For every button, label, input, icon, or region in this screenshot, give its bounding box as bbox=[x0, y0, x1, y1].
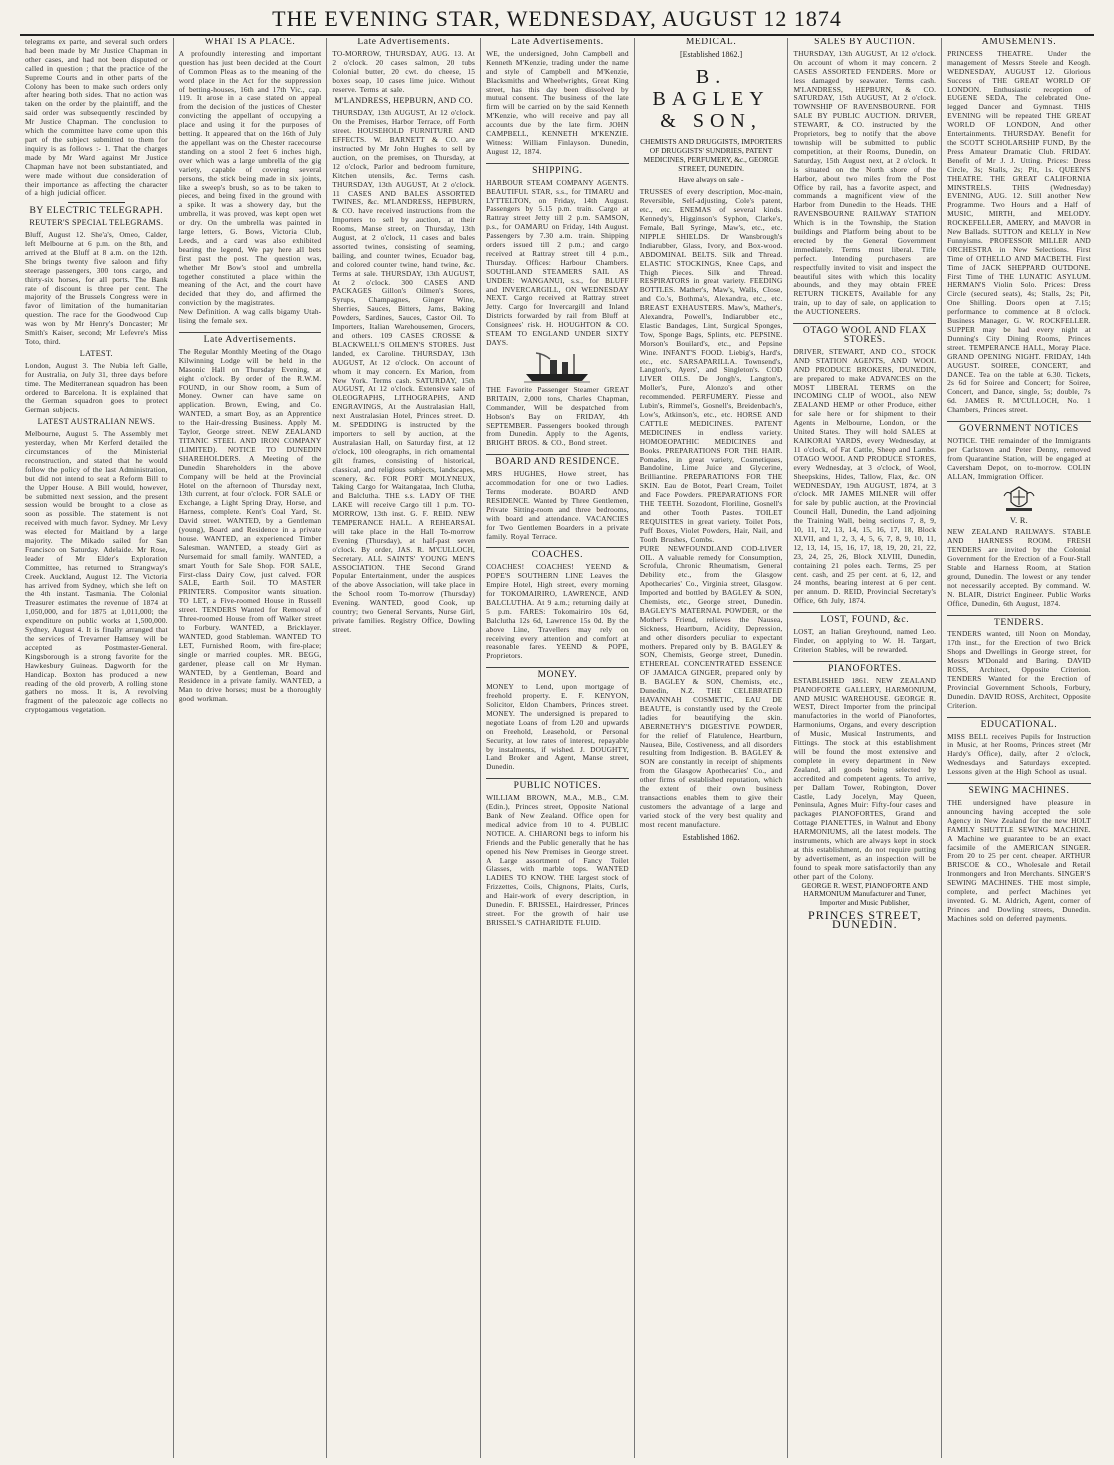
section-heading-educational: EDUCATIONAL. bbox=[947, 717, 1091, 730]
section-heading-sewing-machines: SEWING MACHINES. bbox=[947, 783, 1091, 796]
col7-body-2: NOTICE. THE remainder of the Immigrants per Carlstown and Peter Denny, removed from Quarantine Station, will be engaged at Caversham Depot, on to-morrow. COLIN ALLAN, Immigration Officer. bbox=[947, 435, 1091, 481]
col5-body-1: TRUSSES of every description, Moc-main, Reversible, Self-adjusting, Cole's patent, etc., etc. ENEMAS of several kinds. Kennedy's, Higginson's Syphon, Clarke's, Female, Ball Syringe, Maw's, etc., etc. NIPPLE SHIELDS. Dr Wansbrough's Indiarubber, Glass, Ivory, and Box-wood. ABDOMINAL BELTS. Silk and Thread. ELASTIC STOCKINGS, Knee Caps, and Thigh Pieces. Silk and Thread. RESPIRATORS in great variety. FEEDING BOTTLES. Mather's, Maw's, Walls, Close, and Co.'s, Bothma's, Alexandra, etc., etc. BREAST EXHAUSTERS. Maw's, Mather's, Alexandra, Powell's, Indiarubber etc., Elastic Bandages, Lint, Surgical Sponges, Tow, Sponge Bags, Splints, etc. PEPSINE. Morson's Bouilard's, etc., and Pepsine Wine. INFANT'S FOOD. Liebig's, Hard's, etc., etc. SARSAPARILLA. Townsend's, Langton's, Ayers', and Singleton's. COD LIVER OILS. De Jongh's, Langton's, Moller's, Pure, Alonzo's and other recommended. PERFUMERY. Piesse and Lubin's, Rimmel's, Gosnell's, Breidenbach's, Low's, Atkinson's, etc., etc. HORSE AND CATTLE MEDICINES. PATENT MEDICINES in endless variety. HOMOEOPATHIC MEDICINES and Books. PREPARATIONS FOR THE HAIR. Pomades, in great variety, Cosmetiques, Bandoline, Lime Juice and Glycerine, Brilliantine. PREPARATIONS FOR THE SKIN. Eau de Botot, Pearl Cream, Toilet and Face Powders. PREPARATIONS FOR THE TEETH. Sozodont, Floriline, Gosnell's and other Tooth Pastes. TOILET REQUISITES in great variety. Toilet Pots, Puff Boxes, Violet Powders, Hair, Nail, and Tooth Brushes, Combs. bbox=[639, 187, 783, 544]
section-heading-electric-telegraph: BY ELECTRIC TELEGRAPH. bbox=[29, 206, 164, 217]
have-always-on-sale: Have always on sale - bbox=[678, 175, 744, 185]
col6-body-2: DRIVER, STEWART, AND CO., STOCK AND STATION AGENTS, AND WOOL AND PRODUCE BROKERS, DUNEDIN, are prepared to make ADVANCES on the MOST LIBERAL TERMS on the INCOMING CLIP of WOOL, also NEW ZEALAND HEMP or other Produce, either for sale here or for shipment to their Agents in Melbourne, London, or the United States. They will hold SALES at KAIKORAI YARDS, every Wednesday, at 11 o'clock, of Fat Cattle, Sheep and Lambs. OTAGO WOOL AND PRODUCE STORES, every Wednesday, at 3 o'clock, of Wool, Sheepskins, Hides, Tallow, Flax, &c. ON WEDNESDAY, 19th AUGUST, 1874, at 3 o'clock. MR JAMES MILNER will offer for sale by public auction, at the Provincial Council Hall, Dunedin, the Land adjoining the Training Wall, being sections 7, 8, 9, 10, 11, 12, 13, 14, 15, 16, 17, 18, Block XLVII, and 1, 2, 3, 4, 5, 6, 7, 8, 9, 10, 11, 12, 13, 14, 15, 16, 17, 18, 19, 20, 21, 22, 23, 24, 25, 26, Block XLVIII, Dunedin, containing 21 poles each. Terms, 25 per cent. cash, and 25 per cent. at 6, 12, and 24 months, bearing interest at 6 per cent. per annum. D. REID, Provincial Secretary's Office, 6th July, 1874. bbox=[793, 346, 937, 606]
col4-body-7: WILLIAM BROWN, M.A., M.B., C.M. (Edin.), Princes street, Opposite National Bank of New Zealand. Office open for medical advice from 10 to 4. PUBLIC NOTICE. A. CHIARONI begs to inform his Friends and the Public generally that he has opened his New Premises in George street. A Large assortment of Fancy Toilet Glasses, with marble tops. WANTED LADIES TO KNOW. THE largest stock of Frizzettes, Coils, Chignons, Plaits, Curls, and Hair-work of every description, in Dunedin. F. BRISSEL, Hairdresser, Princes street. For the growth of hair use BRISSEL'S CATHARIDTE FLUID. bbox=[486, 793, 629, 927]
col4-body-1: WE, the undersigned, John Campbell and Kenneth M'Kenzie, trading under the name and style of Campbell and M'Kenzie, Blacksmiths and Wheelwrights, Great King street, has this day been dissolved by mutual consent. The business of the late firm will be carried on by the said Kenneth M'Kenzie, who will receive and pay all accounts due by the late firm. JOHN CAMPBELL, KENNETH M'KENZIE. Witness: William Finlayson. Dunedin, August 12, 1874. bbox=[486, 48, 629, 156]
section-heading-shipping: SHIPPING. bbox=[486, 163, 629, 176]
section-heading-late-advertisements: Late Advertisements. bbox=[357, 38, 451, 47]
section-heading-sales-by-auction: SALES BY AUCTION. bbox=[814, 38, 916, 47]
col6-body-3: LOST, an Italian Greyhound, named Leo. Finder, on applying to W. H. Targart, Criterion Stables, will be rewarded. bbox=[793, 627, 937, 654]
col2-what-body: A profoundly interesting and important question has just been decided at the Court of Common Pleas as to the meaning of the word place in the Act for the suppression of betting-houses, 16th and 17th Vic., cap. 119. It arose in a case stated on appeal from the decision of the justices of Chester convicting the appellant of occupying a place and using it for the purposes of betting. It appeared that on the 16th of July the appellant was on the Chester racecourse standing on a stool 2 feet 6 inches high, over which was a large umbrella of the gig variety, capable of covering several persons, the stick being made in six joints, like a sweep's brush, so as to be taken to pieces, and being fixed in the ground with a spike. It was a showery day, but the umbrella, it was proved, was kept open wet or dry. On the umbrella was painted in large letters, G. Bows, Victoria Club, Leeds, and a card was also exhibited bearing the legend, We pay here all bets first past the post. The question was, whether Mr Bow's stool and umbrella together constituted a place within the meaning of the Act, and the court have decided that they do, and affirmed the conviction by the magistrates. bbox=[178, 48, 322, 308]
col1-latest-body: London, August 3. The Nubia left Galle, for Australia, on July 31, three days before time. The Mediterranean squadron has been ordered to Barcelona. It is explained that the German squadron goes to protect German subjects. bbox=[25, 360, 168, 415]
section-heading-government-notices: GOVERNMENT NOTICES bbox=[947, 421, 1091, 434]
section-heading-late-advertisements: Late Advertisements. bbox=[511, 38, 604, 47]
col4-body-4: MRS HUGHES, Howe street, has accommodation for one or two Ladies. Terms moderate. BOARD AND RESIDENCE. Wanted by Three Gentlemen, Private Sitting-room and three bedrooms, with board and attendance. VACANCIES for Two Gentlemen Boarders in a private family. Royal Terrace. bbox=[486, 469, 629, 541]
masthead-title: THE EVENING STAR, WEDNESDAY, AUGUST 12 1874 bbox=[272, 6, 842, 31]
col1-intro: telegrams ex parte, and several such orders had been made by Mr Justice Chapman in other cases, and had not been disputed or called in question ; that the practice of the Supreme Courts and in other parts of the Colony has been to make such orders only after hearing both sides. That no action was taken on the order by the plaintiff, and the said order was subsequently rescinded by Mr Justice Chapman. The conclusion to which the committee have come upon this part of the subject submitted to them for inquiry is as follows :- 1. That the charges made by Mr Ward against Mr Justice Chapman have not been substantiated, and were made without due consideration of their importance as affecting the character of a high judicial officer. bbox=[25, 38, 168, 198]
royal-crest-icon bbox=[996, 484, 1042, 514]
masthead bbox=[20, 6, 1094, 36]
subheading-reuters: REUTER'S SPECIAL TELEGRAMS. bbox=[29, 218, 164, 228]
subheading-australian-news: LATEST AUSTRALIAN NEWS. bbox=[37, 417, 156, 427]
section-heading-medical: MEDICAL. bbox=[685, 38, 737, 47]
established-note: [Established 1862.] bbox=[679, 49, 743, 59]
col3-body-2: THURSDAY, 13th AUGUST, At 12 o'clock. On the Premises, Harbor Terrace, off Forth street. HOUSEHOLD FURNITURE AND EFFECTS. W. BARNETT & CO. are instructed by Mr John Hughes to sell by auction, on the premises, on Thursday, at 12 o'clock, Parlor and bedroom furniture, Kitchen utensils, &c. Terms cash. THURSDAY, 13th AUGUST, At 2 o'clock. 11 CASES AND BALES ASSORTED TWINES, &c. M'LANDRESS, HEPBURN, & CO. have received instructions from the Importers to sell by auction, at their Rooms, Manse street, on Thursday, 13th August, at 2 o'clock, 11 cases and bales assorted twines, consisting of seaming, bailing, and counter twines, Ecuador bag, and colored counter twine, hand twine, &c. Terms at sale. THURSDAY, 13th AUGUST, At 2 o'clock. 300 CASES AND PACKAGES Gillon's Oilmen's Stores, Syrups, Champagnes, Ginger Wine, Sherries, Sauces, Bitters, Jams, Baking Powders, Sardines, Sauces, Castor Oil. To Importers, Italian Warehousemen, Grocers, and others. 109 CASES CROSSE & BLACKWELL'S OILMEN'S STORES. Just landed, ex Caroline. THURSDAY, 13th AUGUST, At 12 o'clock. On account of whom it may concern. Ex Marion, from New York. Terms cash. SATURDAY, 15th AUGUST, At 12 o'clock. Extensive sale of OLEOGRAPHS, LITHOGRAPHS, AND ENGRAVINGS, At the Australasian Hall, next Australasian Hotel, Princes street. D. M. SPEDDING is instructed by the importers to sell by auction, at the Australasian Hall, on Saturday first, at 12 o'clock, 100 oleographs, in rich ornamental gilt frames, consisting of historical, classical, and religious subjects, landscapes, scenery, &c. FOR PORT MOLYNEUX, Taking Cargo for Waitangataa, Inch Clutha, and Balclutha. THE s.s. LADY OF THE LAKE will receive Cargo till 1 p.m. TO-MORROW, 13th inst. G. F. REID. NEW TEMPERANCE HALL. A REHEARSAL will take place in the Hall To-morrow Evening (Thursday), at half-past seven o'clock. By order, JAS. R. M'CULLOCH, Secretary. ALL SAINTS' YOUNG MEN'S ASSOCIATION. THE Second Grand Popular Entertainment, under the auspices of the above Association, will take place in the School room To-morrow (Thursday) Evening. WANTED, good Cook, up country; two General Servants, Nurse Girl, private families. Registry Office, Dowling street. bbox=[332, 108, 476, 634]
col1-aus-body: Melbourne, August 5. The Assembly met yesterday, when Mr Kerferd detailed the circumstances of the Ministerial reconstruction, and stated that he would follow the policy of the last Administration, but did not intend to seat a Reform Bill to the Upper House. A Bill would, however, be submitted next session, and the present session would be brought to a close as soon as possible. The statement is not received with much favor. Sydney. Mr Levy was elected for Maitland by a large majority. The Mikado sailed for San Francisco on Saturday. Adelaide. Mr Rose, leader of Mr Elder's Exploration Committee, has returned to Strangway's Creek. Auckland, August 12. The Victoria has arrived from Sydney, which she left on the 4th instant. Tasmania. The Colonial Treasurer estimates the revenue of 1874 at 1,050,000, and for 1875 at 1,011,000; the expenditure on public works at 1,500,000. Sydney, August 4. It is finally arranged that the services of Trevarner Hamsey will be accepted as Postmaster-General. Kingsborough is a strong favorite for the Hawkesbury Guineas. Dagworth for the Handicap. Boxton has produced a new reading of the old proverb, A rolling stone gathers no moss. It is, A revolving fragment of the paleozoic age collects no cryptogamous vegetation. bbox=[25, 429, 168, 715]
section-heading-lost-found: LOST, FOUND, &c. bbox=[793, 612, 936, 625]
column-4 bbox=[481, 38, 635, 1458]
steamship-icon bbox=[522, 350, 592, 384]
section-heading-public-notices: PUBLIC NOTICES. bbox=[486, 778, 629, 791]
section-heading-board-residence: BOARD AND RESIDENCE. bbox=[486, 454, 629, 467]
section-heading-what-is-a-place: WHAT IS A PLACE. bbox=[204, 38, 296, 47]
newspaper-columns bbox=[20, 38, 1096, 1458]
section-heading-amusements: AMUSEMENTS. bbox=[981, 38, 1057, 47]
section-heading-late-advertisements: Late Advertisements. bbox=[179, 332, 322, 345]
col7-body-3: NEW ZEALAND RAILWAYS. STABLE AND HARNESS ROOM. FRESH TENDERS are invited by the Colonial Government for the Erection of a Four-Stall Stable and Harness Room, at Station ground, Dunedin. The lowest or any tender not necessarily accepted. By command. W. N. BLAIR, District Engineer. Public Works Office, Dunedin, 6th August, 1874. bbox=[947, 527, 1091, 608]
col4-body-5: COACHES! COACHES! YEEND & POPE'S SOUTHERN LINE Leaves the Empire Hotel, High street, every morning for TOKOMAIRIRO, LAWRENCE, AND BALCLUTHA. At 9 a.m.; returning daily at 5 p.m. FARES: Tokomairiro 10s 6d, Balclutha 12s 6d, Lawrence 15s 0d. By the above Line, Travellers may rely on receiving every attention and comfort at reasonable fares. YEEND & POPE, Proprietors. bbox=[486, 562, 629, 661]
column-3 bbox=[327, 38, 481, 1458]
crest-caption: V. R. bbox=[1009, 515, 1028, 525]
col6-body-4: ESTABLISHED 1861. NEW ZEALAND PIANOFORTE GALLERY, HARMONIUM, AND MUSIC WAREHOUSE. GEORGE R. WEST, Direct Importer from the principal manufactories in the world of Pianofortes, Harmoniums, Organs, and every description of Music, Musical Instruments, and Fittings. The stock at this establishment will be found the most extensive and complete in every department in New Zealand, all goods being selected by accredited and competent agents. To arrive, per Dallam Tower, Robington, Dover Castle, Lady Jocelyn, May Queen, Peninsula, Agnes Muir: Fifty-four cases and packages PIANOFORTES, Grand and Cottage PIANETTES, in Walnut and Ebony HARMONIUMS, all the latest models. The instruments, which are always kept in stock at this establishment, do not require putting by advertisement, as an inspection will be found to speak more satisfactorily than any other part of the Colony. bbox=[793, 675, 937, 881]
column-5 bbox=[635, 38, 789, 1458]
col2-sign-note: New Definition. A wag calls bigamy Utah-lising the female sex. bbox=[178, 307, 322, 326]
section-heading-pianofortes: PIANOFORTES. bbox=[793, 661, 936, 674]
section-heading-otago-wool: OTAGO WOOL AND FLAX STORES. bbox=[793, 323, 936, 345]
section-heading-money: MONEY. bbox=[486, 667, 629, 680]
section-heading-coaches: COACHES. bbox=[486, 547, 629, 560]
column-6 bbox=[788, 38, 942, 1458]
col3-body-1: TO-MORROW, THURSDAY, AUG. 13. At 2 o'clock. 20 cases salmon, 20 tubs Colonial butter, 20 cwt. do cheese, 15 boxes soap, 10 cases lime juice. Without reserve. Terms at sale. bbox=[332, 48, 476, 94]
col7-body-5: MISS BELL receives Pupils for Instruction in Music, at her Rooms, Princes street (Mr Hardy's Office), daily, after 2 o'clock, Wednesdays and Saturdays excepted. Lessons given at the High School as usual. bbox=[947, 731, 1091, 777]
bagley-firm-name: B. BAGLEY & SON, bbox=[652, 65, 770, 132]
col2-late-body: The Regular Monthly Meeting of the Otago Kilwinning Lodge will be held in the Masonic Hall on Thursday Evening, at eight o'clock. By order of the R.W.M. FOUND, in our Show room, a Sum of Money. Owner can have same on application. Brown, Ewing, and Co. WANTED, a smart Boy, as an Apprentice to the Hair-dressing Business. Apply M. Taylor, George street. NEW ZEALAND TITANIC STEEL AND IRON COMPANY (LIMITED). NOTICE TO DUNEDIN SHAREHOLDERS. A Meeting of the Dunedin Shareholders in the above Company will be held at the Provincial Hotel on the afternoon of Thursday next, 13th current, at four o'clock. FOR SALE or Exchange, a Light Spring Dray, Horse, and Harness, complete. Kent's Coal Yard, St. David street. WANTED, by a Gentleman (young), Board and Residence in a private house. WANTED, an experienced Timber Salesman. WANTED, a steady Girl as Nursemaid for small family. WANTED, a smart Youth for Sale Shop. FOR SALE, First-class Dairy Cow, just calved. FOR SALE, Earth Soil. TO MASTER PRINTERS. Compositor wants situation. TO LET, a Five-roomed House in Russell street. TENDERS Wanted for Removal of Three-roomed House from off Walker street to Forbury. WANTED, a Bricklayer. WANTED, good Stableman. WANTED TO LET, Furnished Room, with fire-place; single or married couples. MR. BEGG, gardener, please call on Mr Hyman. WANTED, by a Gentleman, Board and Residence in a private family. WANTED, a Man to drive horses; must be a thoroughly good workman. bbox=[178, 346, 322, 704]
bagley-firm-line: CHEMISTS AND DRUGGISTS, IMPORTERS OF DRUGGISTS' SUNDRIES, PATENT MEDICINES, PERFUMERY, &c., GEORGE STREET, DUNEDIN. bbox=[640, 136, 783, 173]
column-1 bbox=[20, 38, 174, 1458]
col7-body-1: PRINCESS THEATRE. Under the management of Messrs Steele and Keogh. WEDNESDAY, AUGUST 12. Glorious Success of THE GREAT WORLD OF LONDON. Enthusiastic reception of EUGENE SEDA, The celebrated One-legged Dancer and Gymnast. THIS EVENING will be repeated THE GREAT WORLD OF LONDON, And other Entertainments. THURSDAY. Benefit for the SCOTT SCHOLARSHIP FUND, By the Press Amateur Dramatic Club. FRIDAY. Benefit of Mr J. J. Utting. Prices: Dress Circle, 3s; Stalls, 2s; Pit, 1s. QUEEN'S THEATRE. THE GREAT CALIFORNIA MINSTRELS. THIS (Wednesday) EVENING, AUG. 12. Still another New Programme. Two Hours and a Half of MUSIC, MIRTH, and MELODY. ROCKEFELLER, AMERY, and MAVOR in New Ballads. SUTTON and KELLY in New Funnyisms. PROFESSOR MILLER AND ORCHESTRA in New Selections. First Time of OTHELLO AND MACBETH. First Time of JACK SHEPPARD OUTDONE. First Time of THE LUNATIC ASYLUM. HERMAN'S Violin Solo. Prices: Dress Circle (secured seats), 4s; Stalls, 2s; Pit, One Shilling. Doors open at 7.15; performance to commence at 8 o'clock. Business Manager, G. W. ROCKFELLER. SUPPER may be had every night at Dunning's City Dining Rooms, Princes street. TEMPERANCE HALL, Moray Place. GRAND OPENING NIGHT. FRIDAY, 14th AUGUST. SOIREE, CONCERT, and DANCE. Tea on the table at 6.30. Tickets, 2s 6d for Soiree and Concert; for Soiree, Concert, and Dance, single, 5s; double, 7s 6d. JAMES R. M'CULLOCH, No. 1 Chambers, Princes street. bbox=[947, 48, 1091, 415]
divider bbox=[68, 202, 125, 203]
col4-body-6: MONEY to Lend, upon mortgage of freehold property. E. F. KENYON, Solicitor, Eldon Chambers, Princes street. MONEY. The undersigned is prepared to negotiate Loans of from L20 and upwards on Freehold, Leasehold, or Personal Security, at low rates of interest, repayable by instalments, if wished. J. DOUGHTY, Land Broker and Agent, Manse street, Dunedin. bbox=[486, 682, 629, 772]
subheading-latest: LATEST. bbox=[79, 348, 113, 358]
firm-name: M'LANDRESS, HEPBURN, AND CO. bbox=[334, 96, 474, 106]
section-heading-tenders: TENDERS. bbox=[947, 615, 1091, 628]
established-end: Established 1862. bbox=[682, 832, 740, 842]
col4-body-3: THE Favorite Passenger Steamer GREAT BRITAIN, 2,000 tons, Charles Chapman, Commander, Will be despatched from Hobson's Bay on FRIDAY, 4th SEPTEMBER. Passengers booked through from Dunedin. Apply to the Agents, BRIGHT BROS. & CO., Bond street. bbox=[486, 384, 629, 448]
col6-body-1: THURSDAY, 13th AUGUST, At 12 o'clock. On account of whom it may concern. 2 CASES ASSORTED FENDERS. More or less damaged by seawater. Terms cash. M'LANDRESS, HEPBURN, & CO. SATURDAY, 15th AUGUST, At 2 o'clock. TOWNSHIP OF RAVENSBOURNE. FOR SALE BY PUBLIC AUCTION. DRIVER, STEWART, & CO. instructed by the Proprietors, beg to notify that the above township will be submitted to public competition, at their Rooms, Dunedin, on Saturday, 15th August next, at 2 o'clock. It is situated on the North shore of the Harbor, about two miles from the Post Office by rail, has a favorite aspect, and commands a magnificent view of the Harbor from Dunedin to the Heads. THE RAVENSBOURNE RAILWAY STATION Which is in the Township, the Station buildings and Platform being about to be erected by the General Government immediately. Terms most liberal. Title perfect. Intending purchasers are respectfully invited to visit and inspect the beautiful sites with which this locality abounds, and they may obtain FREE RETURN TICKETS, Available for any train, up to day of sale, on application to the AUCTIONEERS. bbox=[793, 48, 937, 317]
west-signature: GEORGE R. WEST, PIANOFORTE AND HARMONIUM Manufacturer and Tuner, Importer and Music Publisher, bbox=[801, 880, 929, 908]
column-7 bbox=[942, 38, 1096, 1458]
col5-body-2: PURE NEWFOUNDLAND COD-LIVER OIL. A valuable remedy for Consumption, Scrofula, Chronic Rheumatism, General Debility etc., from the Glasgow Apothecaries' Co., Virginia street, Glasgow. Imported and bottled by BAGLEY & SON, Chemists, etc., George street, Dunedin. BAGLEY'S MATERNAL POWDER, or the Mother's Friend, relieves the Nausea, Sickness, Heartburn, Acidity, Depression, and other disorders peculiar to expectant mothers. Prepared only by B. BAGLEY & SON, Chemists, George street, Dunedin. ETHEREAL CONCENTRATED ESSENCE OF JAMAICA GINGER, prepared only by B. BAGLEY & SON, Chemists, etc., Dunedin, N.Z. THE CELEBRATED HAVANNAH COSMETIC, EAU DE BEAUTE, is constantly used by the Creole ladies for beautifying the skin. ABERNETHY'S DIGESTIVE POWDER, for the relief of Flatulence, Heartburn, Nausea, Bile, Costiveness, and all disorders resulting from Indigestion. B. BAGLEY & SON are constantly in receipt of shipments from the Glasgow Apothecaries' Co., and other firms of established reputation, which the extent of their own business transactions enables them to give their customers the advantage of a large and varied stock of the very best quality and most recent manufacture. bbox=[639, 543, 783, 829]
col7-body-6: THE undersigned have pleasure in announcing having accepted the sole Agency in New Zealand for the new HOLT FAMILY SHUTTLE SEWING MACHINE. A Machine we guarantee to be an exact facsimile of the AMERICAN SINGER. From 20 to 25 per cent. cheaper. ARTHUR BRISCOE & CO., Wholesale and Retail Ironmongers and Iron Merchants. SINGER'S SEWING MACHINES. THE most simple, complete, and perfect Machines yet invented. G. M. Aldrich, Agent, corner of Princes and Dowling streets, Dunedin. Machines sold on deferred payments. bbox=[947, 797, 1091, 923]
col7-body-4: TENDERS wanted, till Noon on Monday, 17th inst., for the Erection of two Brick Shops and Dwellings in George street, for Messrs M'Donald and Baring. DAVID ROSS, Architect, Opposite Criterion. TENDERS Wanted for the Erection of Provincial Government Schools, Forbury, Dunedin. DAVID ROSS, Architect, Opposite Criterion. bbox=[947, 629, 1091, 710]
west-address: PRINCES STREET, DUNEDIN. bbox=[808, 908, 922, 932]
column-2 bbox=[174, 38, 328, 1458]
col4-body-2: HARBOUR STEAM COMPANY AGENTS. BEAUTIFUL STAR, s.s., for TIMARU and LYTTELTON, on Friday, 14th August. Passengers by 5.15 p.m. train. Cargo at Rattray street Jetty till 2 p.m. SAMSON, p.s., for OAMARU on Friday, 14th August. Passengers by 7.30 a.m. train. Shipping orders issued till 2 p.m.; and cargo received at Rattray street till 4 p.m., Thursday. Offices: Harbour Chambers. SOUTHLAND STEAMERS SAIL AS UNDER: WANGANUI, s.s., for BLUFF and INVERCARGILL, ON WEDNESDAY NEXT. Cargo received at Rattray street Jetty. Cargo for Invercargill and Inland Districts forwarded by rail from Bluff at Consignees' risk. H. HOUGHTON & CO. STEAM TO ENGLAND UNDER SIXTY DAYS. bbox=[486, 177, 629, 347]
col1-reuter-body: Bluff, August 12. She'a's, Omeo, Calder, left Melbourne at 6 p.m. on the 8th, and arrived at the Bluff at 8 a.m. on the 12th. She brings twenty five saloon and fifty steerage passengers, 300 tons cargo, and thirty-six horses, for all ports. The Bank rate of discount is three per cent. The majority of the Brussels Congress were in favor of limitation of the humanitarian question. The race for the Goodwood Cup was won by Mr Henry's Doncaster; Mr Smith's Kaiser, second; Mr Lefevre's Miss Toto, third. bbox=[25, 230, 168, 346]
